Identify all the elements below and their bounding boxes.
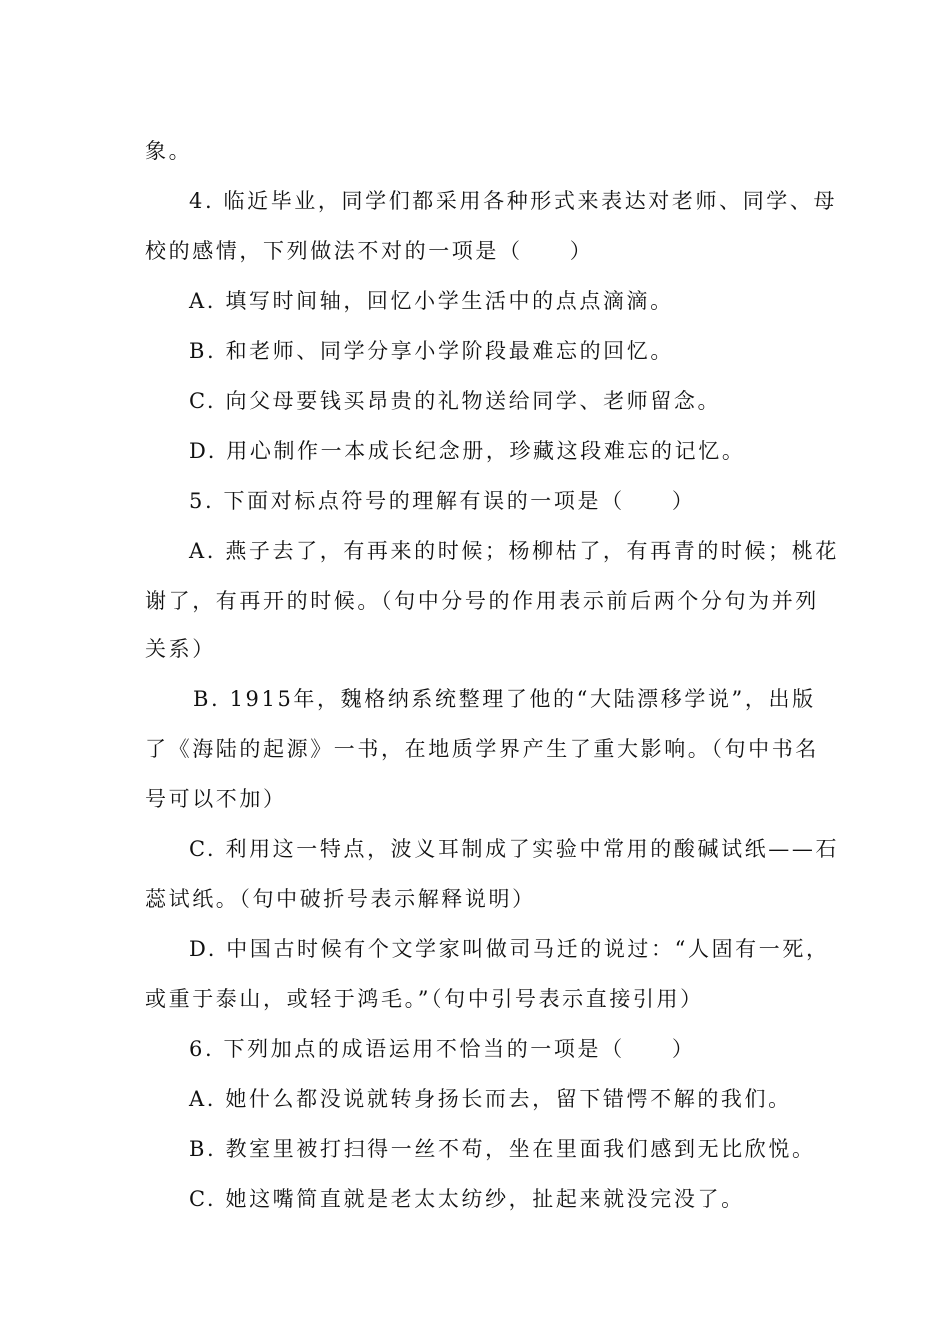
question-5-option-d: D. 中国古时候有个文学家叫做司马迁的说过：“人固有一死， bbox=[189, 937, 830, 961]
question-5-option-b-cont: 了《海陆的起源》一书，在地质学界产生了重大影响。（句中书名 bbox=[145, 737, 819, 761]
question-5-option-c-cont: 蕊试纸。（句中破折号表示解释说明） bbox=[145, 887, 536, 911]
question-4-stem: 4. 临近毕业，同学们都采用各种形式来表达对老师、同学、母 bbox=[189, 189, 838, 213]
question-6-option-c: C. 她这嘴简直就是老太太纺纱，扯起来就没完没了。 bbox=[189, 1187, 745, 1211]
question-6-stem: 6. 下列加点的成语运用不恰当的一项是（ ） bbox=[189, 1037, 696, 1061]
question-4-option-a: A. 填写时间轴，回忆小学生活中的点点滴滴。 bbox=[189, 289, 674, 313]
question-5-option-a-cont: 谢了，有再开的时候。（句中分号的作用表示前后两个分句为并列 bbox=[145, 589, 819, 613]
text-line-continuation: 象。 bbox=[145, 139, 193, 163]
question-5-option-a-cont2: 关系） bbox=[145, 637, 216, 661]
question-5-option-d-cont: 或重于泰山，或轻于鸿毛。”（句中引号表示直接引用） bbox=[145, 987, 704, 1011]
question-6-option-a: A. 她什么都没说就转身扬长而去，留下错愕不解的我们。 bbox=[189, 1087, 792, 1111]
question-5-stem: 5. 下面对标点符号的理解有误的一项是（ ） bbox=[189, 489, 696, 513]
question-6-option-b: B. 教室里被打扫得一丝不苟，坐在里面我们感到无比欣悦。 bbox=[189, 1137, 816, 1161]
question-4-option-c: C. 向父母要钱买昂贵的礼物送给同学、老师留念。 bbox=[189, 389, 722, 413]
question-5-option-b-cont2: 号可以不加） bbox=[145, 787, 287, 811]
question-5-option-b: B. 1915年，魏格纳系统整理了他的“大陆漂移学说”，出版 bbox=[193, 687, 816, 711]
question-5-option-a: A. 燕子去了，有再来的时候；杨柳枯了，有再青的时候；桃花 bbox=[189, 539, 839, 563]
question-4-stem-cont: 校的感情，下列做法不对的一项是（ ） bbox=[145, 239, 594, 263]
question-4-option-b: B. 和老师、同学分享小学阶段最难忘的回忆。 bbox=[189, 339, 674, 363]
question-5-option-c: C. 利用这一特点，波义耳制成了实验中常用的酸碱试纸——石 bbox=[189, 837, 840, 861]
question-4-option-d: D. 用心制作一本成长纪念册，珍藏这段难忘的记忆。 bbox=[189, 439, 746, 463]
